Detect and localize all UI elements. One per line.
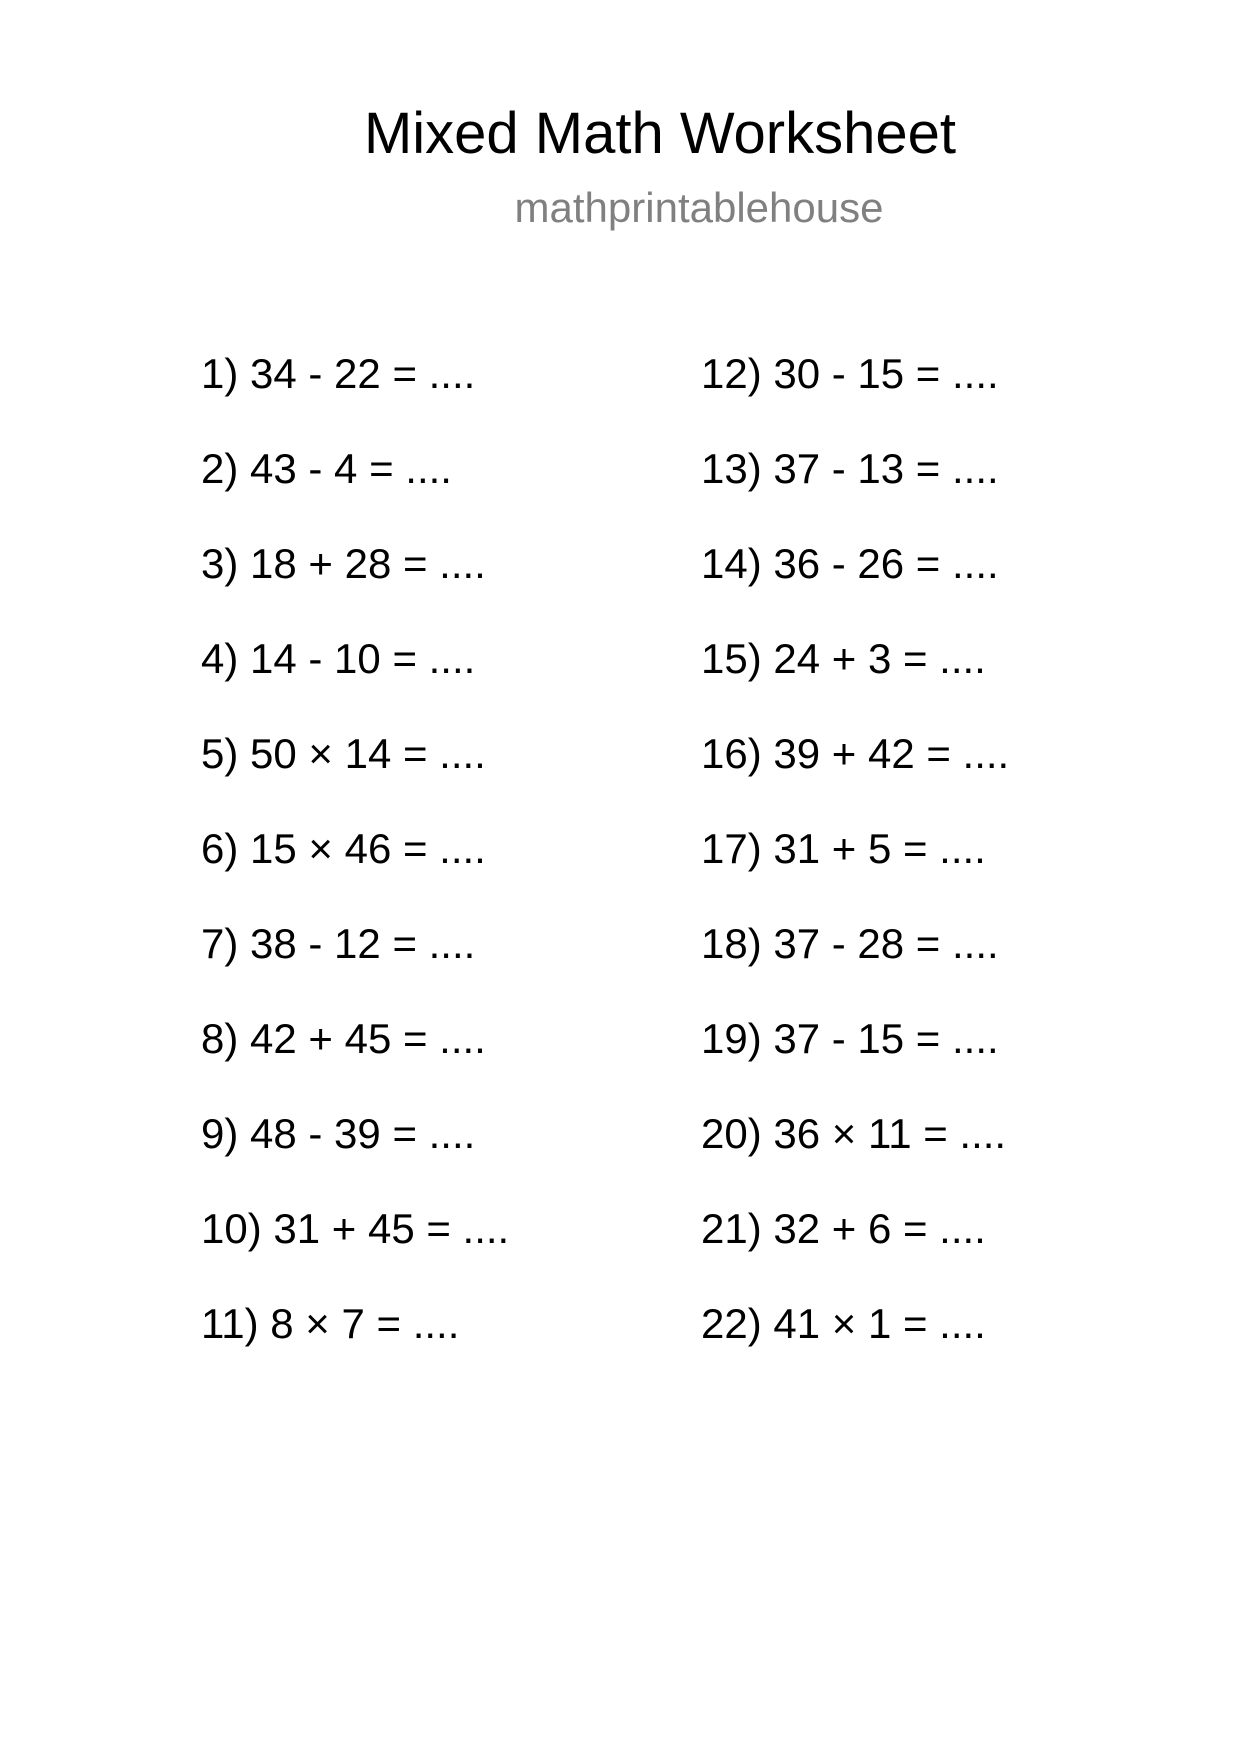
problem-2: 2) 43 - 4 = .... bbox=[201, 445, 452, 492]
problem-18: 18) 37 - 28 = .... bbox=[701, 920, 999, 967]
problem-7: 7) 38 - 12 = .... bbox=[201, 920, 476, 967]
problem-11: 11) 8 × 7 = .... bbox=[201, 1300, 460, 1347]
problem-20: 20) 36 × 11 = .... bbox=[701, 1110, 1007, 1157]
worksheet-title: Mixed Math Worksheet bbox=[363, 101, 957, 166]
problem-22: 22) 41 × 1 = .... bbox=[701, 1300, 986, 1347]
problem-14: 14) 36 - 26 = .... bbox=[701, 540, 999, 587]
problem-1: 1) 34 - 22 = .... bbox=[201, 350, 476, 397]
problem-19: 19) 37 - 15 = .... bbox=[701, 1015, 999, 1062]
problem-4: 4) 14 - 10 = .... bbox=[201, 635, 476, 682]
problem-17: 17) 31 + 5 = .... bbox=[701, 825, 986, 872]
problem-6: 6) 15 × 46 = .... bbox=[201, 825, 486, 872]
problem-3: 3) 18 + 28 = .... bbox=[201, 540, 486, 587]
problem-16: 16) 39 + 42 = .... bbox=[701, 730, 1010, 777]
left-problem-column bbox=[201, 349, 509, 1394]
problem-8: 8) 42 + 45 = .... bbox=[201, 1015, 486, 1062]
problem-15: 15) 24 + 3 = .... bbox=[701, 635, 986, 682]
problem-12: 12) 30 - 15 = .... bbox=[701, 350, 999, 397]
worksheet-subtitle: mathprintablehouse bbox=[514, 184, 884, 231]
problem-10: 10) 31 + 45 = .... bbox=[201, 1205, 510, 1252]
problem-21: 21) 32 + 6 = .... bbox=[701, 1205, 986, 1252]
problem-5: 5) 50 × 14 = .... bbox=[201, 730, 486, 777]
problem-9: 9) 48 - 39 = .... bbox=[201, 1110, 476, 1157]
problem-13: 13) 37 - 13 = .... bbox=[701, 445, 999, 492]
right-problem-column bbox=[701, 349, 1009, 1394]
